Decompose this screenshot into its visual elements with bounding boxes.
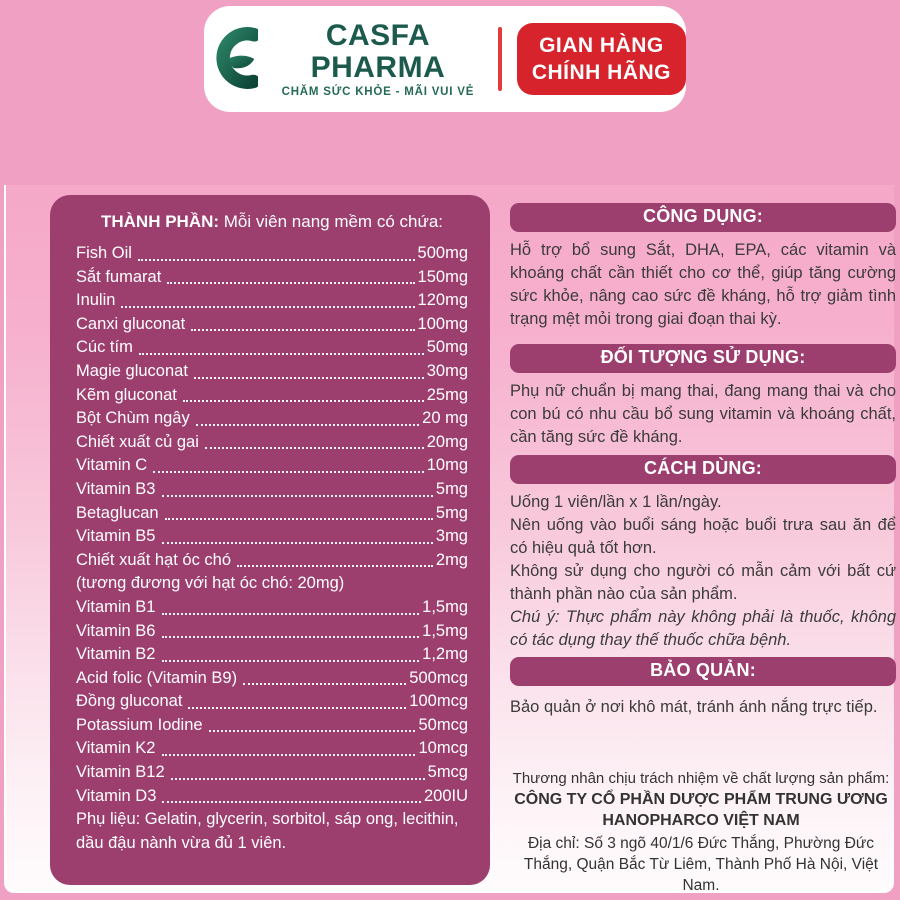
info-section [510, 455, 896, 652]
ingredient-name: Canxi gluconat [76, 314, 186, 333]
distributor-address: Địa chỉ: Số 3 ngõ 40/1/6 Đức Thắng, Phường Đức Thắng, Quận Bắc Từ Liêm, Thành Phố Hà Nội, Việt Nam. [523, 835, 879, 894]
ingredient-row [76, 454, 468, 478]
ingredient-name: Chiết xuất củ gai [76, 432, 199, 451]
ingredient-name: Vitamin B3 [76, 479, 156, 498]
ingredient-amount: 100mg [417, 314, 468, 333]
ingredient-name: Bột Chùm ngây [76, 409, 190, 428]
dotted-leader [183, 400, 424, 402]
ingredient-row [76, 336, 468, 360]
ingredient-row [76, 667, 468, 691]
ingredient-name: Fish Oil [76, 244, 132, 262]
ingredient-row [76, 313, 468, 337]
section-title-bar: CÁCH DÙNG: [510, 455, 896, 484]
info-section [510, 344, 896, 449]
dotted-leader [139, 353, 424, 355]
ingredient-name: Vitamin K2 [76, 739, 156, 758]
ingredient-amount: 1,5mg [422, 597, 468, 616]
brand-text-block [273, 20, 483, 98]
ingredient-amount: 50mg [426, 338, 468, 357]
info-sections-column [510, 203, 896, 731]
ingredient-amount: 5mg [435, 479, 468, 498]
dotted-leader [138, 259, 415, 261]
section-paragraph: Hỗ trợ bổ sung Sắt, DHA, EPA, các vitamin và khoáng chất cần thiết cho cơ thể, giúp tăng cường sức khỏe, nâng cao sức đề kháng, hỗ trợ giảm tình trạng mệt mỏi trong giai đoạn thai kỳ. [510, 241, 896, 328]
ingredient-row [76, 478, 468, 502]
ingredient-name: Vitamin D3 [76, 786, 157, 805]
ingredients-card [50, 195, 490, 885]
ingredient-name: Đồng gluconat [76, 692, 183, 711]
ingredient-amount: 500mg [417, 244, 468, 262]
ingredient-amount: 150mg [417, 267, 468, 286]
dotted-leader [162, 754, 416, 756]
info-section [510, 203, 896, 331]
brand-slogan: CHĂM SỨC KHỎE - MÃI VUI VẺ [281, 86, 475, 98]
ingredient-amount: 120mg [417, 291, 468, 310]
dotted-leader [191, 329, 414, 331]
ingredient-name: Cúc tím [76, 338, 133, 357]
dotted-leader [162, 660, 420, 662]
distributor-intro: Thương nhân chịu trách nhiệm về chất lượng sản phẩm: [512, 770, 890, 787]
ingredient-amount: 1,5mg [422, 621, 468, 640]
ingredients-list [76, 242, 468, 808]
dotted-leader [167, 282, 414, 284]
ingredient-row [76, 714, 468, 738]
ingredient-row [76, 737, 468, 761]
ingredient-amount: 10mcg [418, 739, 468, 758]
section-paragraph: Phụ nữ chuẩn bị mang thai, đang mang thai và cho con bú có nhu cầu bổ sung vitamin và khoáng chất, cần tăng sức đề kháng. [510, 382, 896, 446]
ingredient-amount: 200IU [423, 786, 468, 805]
dotted-leader [162, 613, 420, 615]
dotted-leader [205, 447, 424, 449]
ingredient-row [76, 384, 468, 408]
ingredient-amount: 100mcg [409, 692, 468, 711]
ingredient-name: Vitamin B1 [76, 597, 156, 616]
ingredient-row [76, 596, 468, 620]
ingredient-row [76, 431, 468, 455]
ingredient-row [76, 360, 468, 384]
info-section [510, 657, 896, 719]
dotted-leader [237, 565, 433, 567]
ingredient-amount: 5mcg [427, 763, 468, 782]
ingredient-amount: 500mcg [409, 668, 468, 687]
ingredient-amount: 25mg [426, 385, 468, 404]
section-paragraph: Uống 1 viên/lần x 1 lần/ngày. [510, 493, 722, 511]
ingredient-row [76, 761, 468, 785]
badge-line-1: GIAN HÀNG [539, 33, 664, 57]
ingredient-name: Inulin [76, 291, 116, 310]
ingredient-row [76, 549, 468, 573]
ingredient-row [76, 407, 468, 431]
ingredient-amount: 10mg [426, 456, 468, 475]
section-body [510, 696, 896, 719]
ingredients-title-label: THÀNH PHẦN: [100, 212, 220, 231]
section-body [510, 491, 896, 652]
ingredient-amount: 2mg [435, 550, 468, 569]
dotted-leader [171, 778, 425, 780]
ingredient-row [76, 289, 468, 313]
ingredient-name: Kẽm gluconat [76, 385, 177, 404]
ingredient-row [76, 643, 468, 667]
section-paragraph: Không sử dụng cho người có mẫn cảm với bất cứ thành phần nào của sản phẩm. [510, 562, 896, 603]
ingredient-name: Vitamin B6 [76, 621, 156, 640]
ingredient-name: Vitamin B5 [76, 527, 156, 546]
header-divider [498, 27, 502, 91]
ingredients-title-rest: Mỗi viên nang mềm có chứa: [219, 212, 444, 231]
dotted-leader [165, 518, 433, 520]
ingredient-amount: 20 mg [422, 409, 468, 428]
ingredient-row [76, 525, 468, 549]
dotted-leader [188, 707, 406, 709]
dotted-leader [243, 683, 406, 685]
ingredient-name: Vitamin B12 [76, 763, 165, 782]
ingredient-row [76, 242, 468, 266]
ingredient-name: Vitamin B2 [76, 645, 156, 664]
dotted-leader [153, 471, 423, 473]
dotted-leader [121, 306, 414, 308]
dotted-leader [162, 636, 420, 638]
ingredient-name: Betaglucan [76, 503, 159, 522]
badge-line-2: CHÍNH HÃNG [531, 61, 671, 84]
casfa-logo-icon [204, 24, 258, 94]
ingredient-name: Acid folic (Vitamin B9) [76, 668, 238, 687]
section-body [510, 380, 896, 449]
ingredient-amount: 20mg [426, 432, 468, 451]
ingredient-row [76, 620, 468, 644]
section-paragraph: Bảo quản ở nơi khô mát, tránh ánh nắng trực tiếp. [510, 698, 878, 716]
section-title-bar: ĐỐI TƯỢNG SỬ DỤNG: [510, 344, 896, 373]
section-paragraph: Nên uống vào buổi sáng hoặc buổi trưa sau ăn để có hiệu quả tốt hơn. [510, 516, 896, 557]
dotted-leader [162, 542, 433, 544]
distributor-company-line2: HANOPHARCO VIỆT NAM [602, 812, 800, 829]
dotted-leader [194, 377, 424, 379]
ingredient-name: Magie gluconat [76, 361, 188, 380]
ingredient-row [76, 266, 468, 290]
brand-header-card [204, 6, 686, 112]
ingredients-title [76, 212, 468, 232]
section-body [510, 239, 896, 331]
ingredient-note: (tương đương với hạt óc chó: 20mg) [76, 574, 345, 593]
ingredient-name: Vitamin C [76, 456, 148, 475]
distributor-company-line1: CÔNG TY CỔ PHẦN DƯỢC PHẨM TRUNG ƯƠNG [514, 791, 888, 808]
dotted-leader [209, 730, 416, 732]
ingredient-amount: 5mg [435, 503, 468, 522]
ingredient-name: Sắt fumarat [76, 267, 162, 286]
ingredient-row [76, 690, 468, 714]
section-title-bar: CÔNG DỤNG: [510, 203, 896, 232]
section-note-italic: Chú ý: Thực phẩm này không phải là thuốc, không có tác dụng thay thế thuốc chữa bệnh. [510, 608, 896, 649]
ingredient-amount: 30mg [426, 361, 468, 380]
distributor-block [505, 769, 897, 896]
ingredient-name: Chiết xuất hạt óc chó [76, 550, 232, 569]
ingredient-row [76, 502, 468, 526]
ingredient-amount: 50mcg [418, 715, 468, 734]
brand-name: CASFA PHARMA [310, 19, 446, 84]
ingredient-name: Potassium Iodine [76, 715, 203, 734]
ingredient-amount: 3mg [435, 527, 468, 546]
dotted-leader [162, 495, 433, 497]
excipients-text: Phụ liệu: Gelatin, glycerin, sorbitol, sáp ong, lecithin, dầu đậu nành vừa đủ 1 viên. [76, 810, 459, 852]
section-title-bar: BẢO QUẢN: [510, 657, 896, 686]
dotted-leader [196, 424, 419, 426]
dotted-leader [162, 801, 421, 803]
official-store-badge [517, 23, 686, 96]
ingredient-row [76, 785, 468, 809]
ingredient-amount: 1,2mg [422, 645, 468, 664]
